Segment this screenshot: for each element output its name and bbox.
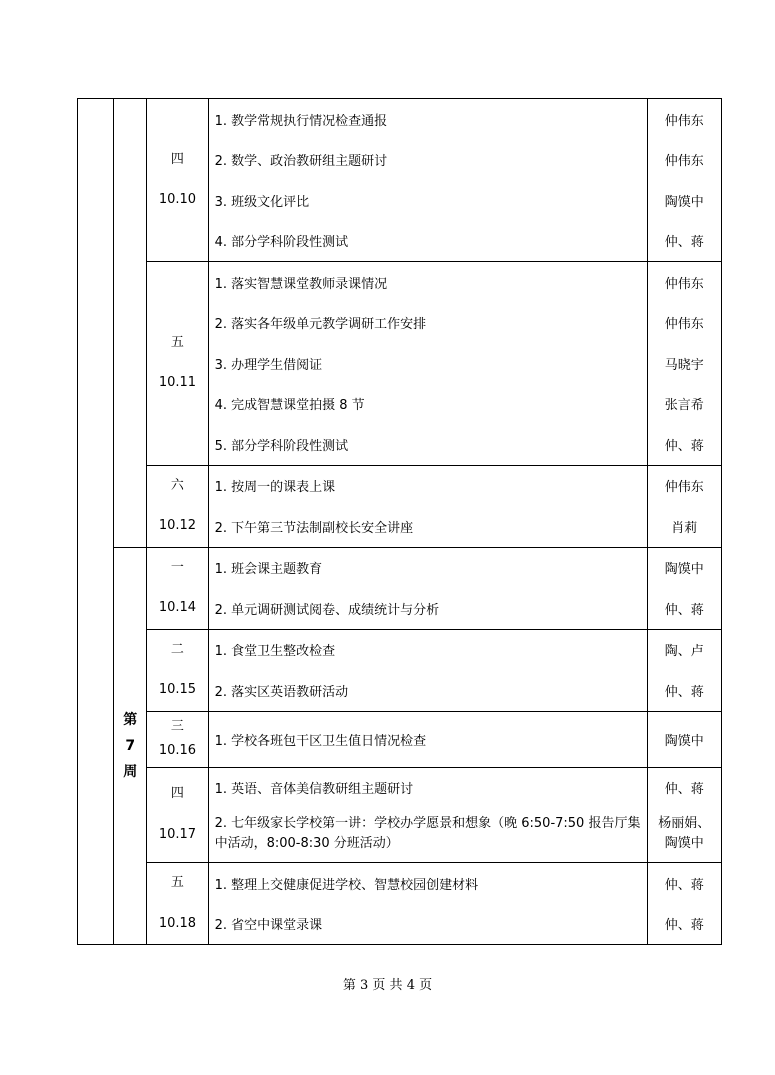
person-name: 陶馍中 xyxy=(664,194,704,210)
date-label: 10.10 xyxy=(158,192,197,207)
person-cell xyxy=(647,863,721,945)
date-label: 10.12 xyxy=(158,518,197,533)
task-item: 1. 英语、音体美信教研组主题研讨 xyxy=(214,782,414,798)
person-name: 仲伟东 xyxy=(664,154,704,170)
day-cell xyxy=(147,262,208,466)
day-cell xyxy=(147,465,208,547)
task-item: 2. 数学、政治教研组主题研讨 xyxy=(214,154,388,170)
task-item: 1. 班会课主题教育 xyxy=(214,562,323,578)
person-name: 陶馍中 xyxy=(664,562,704,578)
task-item: 2. 下午第三节法制副校长安全讲座 xyxy=(214,520,414,536)
person-cell xyxy=(647,99,721,262)
date-label: 10.17 xyxy=(158,826,197,842)
person-cell xyxy=(647,767,721,863)
week-label-char: 周 xyxy=(123,763,138,780)
week-label xyxy=(114,707,146,785)
task-item: 3. 班级文化评比 xyxy=(214,194,310,210)
outer-column xyxy=(78,99,114,945)
page-footer: 第 3 页 共 4 页 xyxy=(342,978,433,993)
date-label: 10.18 xyxy=(158,915,197,931)
task-item: 4. 完成智慧课堂拍摄 8 节 xyxy=(214,398,365,414)
task-item: 1. 教学常规执行情况检查通报 xyxy=(214,113,388,129)
task-cell xyxy=(208,711,647,767)
task-cell xyxy=(208,547,647,629)
person-cell xyxy=(647,711,721,767)
task-item: 5. 部分学科阶段性测试 xyxy=(214,438,349,454)
schedule-row xyxy=(78,767,722,863)
person-cell xyxy=(647,465,721,547)
week6-cell xyxy=(114,99,147,548)
day-cell xyxy=(147,711,208,767)
week7-cell xyxy=(114,547,147,945)
task-cell xyxy=(208,767,647,863)
person-name: 仲、蒋 xyxy=(664,438,704,454)
day-label: 四 xyxy=(170,786,184,802)
day-label: 五 xyxy=(170,875,184,890)
schedule-table xyxy=(77,98,722,945)
task-item: 3. 办理学生借阅证 xyxy=(214,357,323,373)
task-item: 2. 省空中课堂录课 xyxy=(214,918,323,934)
schedule-row xyxy=(78,711,722,767)
task-item: 2. 落实区英语教研活动 xyxy=(214,684,349,700)
person-name: 陶、卢 xyxy=(664,644,704,660)
person-name: 仲伟东 xyxy=(664,317,704,333)
person-name: 仲伟东 xyxy=(664,113,704,129)
task-cell xyxy=(208,465,647,547)
person-name: 陶馍中 xyxy=(664,733,704,749)
task-item: 1. 按周一的课表上课 xyxy=(214,480,336,496)
task-item: 1. 学校各班包干区卫生值日情况检查 xyxy=(214,733,427,749)
schedule-row xyxy=(78,863,722,945)
task-item: 4. 部分学科阶段性测试 xyxy=(214,235,349,251)
person-cell xyxy=(647,262,721,466)
day-label: 五 xyxy=(170,334,184,350)
person-name: 肖莉 xyxy=(671,520,698,536)
day-cell xyxy=(147,863,208,945)
date-label: 10.15 xyxy=(158,682,197,697)
person-name: 仲、蒋 xyxy=(664,877,704,893)
day-cell xyxy=(147,629,208,711)
schedule-row xyxy=(78,99,722,262)
week-label-char: 第 xyxy=(123,711,138,728)
day-label: 二 xyxy=(170,641,184,657)
task-cell xyxy=(208,262,647,466)
day-cell xyxy=(147,547,208,629)
day-label: 六 xyxy=(170,477,184,493)
task-item: 2. 单元调研测试阅卷、成绩统计与分析 xyxy=(214,602,440,618)
schedule-row xyxy=(78,262,722,466)
person-cell xyxy=(647,547,721,629)
task-item: 2. 七年级家长学校第一讲：学校办学愿景和想象（晚 6:50-7:50 报告厅集中活动，8:00-8:30 分班活动） xyxy=(214,816,641,851)
task-item: 1. 整理上交健康促进学校、智慧校园创建材料 xyxy=(214,877,479,893)
date-label: 10.16 xyxy=(158,743,197,758)
person-cell xyxy=(647,629,721,711)
person-name: 仲、蒋 xyxy=(664,235,704,251)
person-name: 仲、蒋 xyxy=(664,782,704,798)
date-label: 10.11 xyxy=(158,375,197,391)
day-label: 三 xyxy=(170,719,184,734)
task-cell xyxy=(208,629,647,711)
person-name: 仲、蒋 xyxy=(664,602,704,618)
day-label: 一 xyxy=(170,559,184,575)
task-cell xyxy=(208,863,647,945)
schedule-row xyxy=(78,629,722,711)
person-name: 仲、蒋 xyxy=(664,918,704,934)
task-item: 1. 落实智慧课堂教师录课情况 xyxy=(214,276,388,292)
task-item: 2. 落实各年级单元教学调研工作安排 xyxy=(214,317,427,333)
task-item: 1. 食堂卫生整改检查 xyxy=(214,644,336,660)
person-name: 仲伟东 xyxy=(664,276,704,292)
person-name: 马晓宇 xyxy=(664,357,704,373)
schedule-row xyxy=(78,465,722,547)
schedule-row xyxy=(78,547,722,629)
day-label: 四 xyxy=(170,151,184,167)
week-label-char: 7 xyxy=(125,737,136,754)
person-name: 杨丽娟、陶馍中 xyxy=(658,816,711,851)
task-cell xyxy=(208,99,647,262)
person-name: 张言希 xyxy=(664,398,704,414)
person-name: 仲伟东 xyxy=(664,480,704,496)
day-cell xyxy=(147,99,208,262)
day-cell xyxy=(147,767,208,863)
person-name: 仲、蒋 xyxy=(664,684,704,700)
date-label: 10.14 xyxy=(158,600,197,615)
